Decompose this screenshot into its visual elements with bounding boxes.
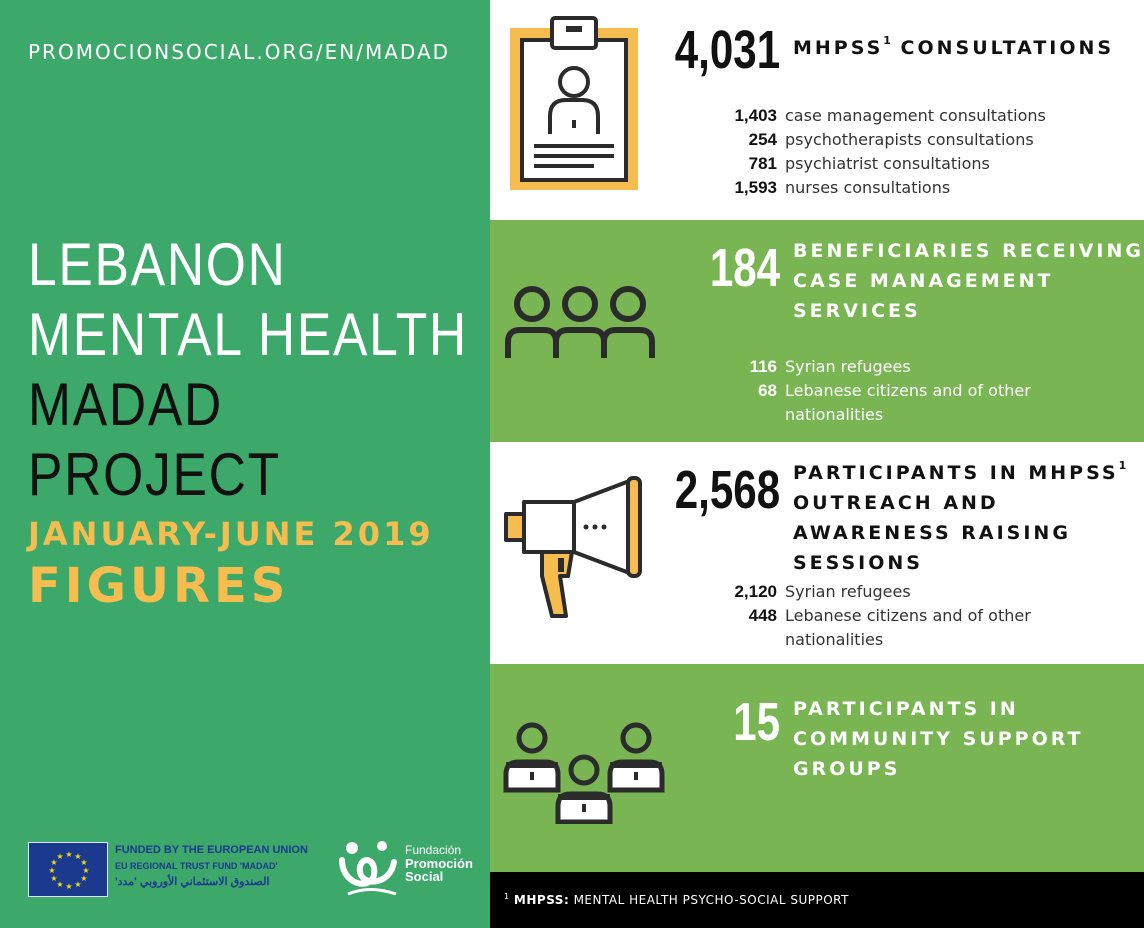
consultations-heading [793, 33, 1114, 63]
heading-consultations: CONSULTATIONS [900, 37, 1115, 59]
row-value: 254 [748, 130, 777, 149]
consultations-section [490, 0, 1144, 220]
svg-text:★: ★ [80, 874, 88, 883]
svg-text:★: ★ [48, 866, 56, 875]
footnote-mark: 1 [883, 34, 891, 47]
footnote-bar [490, 872, 1144, 928]
row-value: 1,593 [734, 178, 777, 197]
heading-line-1: BENEFICIARIES RECEIVING [793, 240, 1144, 262]
row-value: 68 [758, 381, 777, 400]
svg-text:★: ★ [74, 852, 82, 861]
row-label: Lebanese citizens and of other nationalities [785, 381, 1031, 424]
svg-text:★: ★ [50, 858, 58, 867]
row-label: case management consultations [785, 106, 1046, 125]
consultations-breakdown [690, 104, 1144, 200]
svg-text:★: ★ [56, 852, 64, 861]
community-icon [502, 720, 666, 829]
footnote-mark: 1 [1118, 459, 1127, 472]
heading-line-2: COMMUNITY SUPPORT [793, 728, 1084, 750]
eu-line-1: FUNDED BY THE EUROPEAN UNION [115, 844, 308, 856]
clipboard-icon [508, 16, 640, 197]
row-value: 781 [748, 154, 777, 173]
heading-mhpss: MHPSS [793, 37, 884, 59]
footnote-mark: 1 [504, 892, 510, 901]
heading-line-3: AWARENESS RAISING [793, 522, 1071, 544]
community-total: 15 [733, 692, 780, 752]
megaphone-icon [500, 476, 650, 631]
outreach-heading [793, 458, 1126, 578]
svg-text:★: ★ [74, 880, 82, 889]
svg-text:★: ★ [65, 850, 73, 859]
svg-text:★: ★ [82, 866, 90, 875]
row-label: Syrian refugees [785, 582, 911, 601]
heading-line-1: PARTICIPANTS IN [793, 698, 1019, 720]
website-url[interactable]: PROMOCIONSOCIAL.ORG/EN/MADAD [28, 40, 451, 64]
beneficiaries-heading [793, 236, 1144, 326]
list-item [690, 128, 1144, 152]
eu-funding-text [115, 842, 308, 890]
community-heading [793, 694, 1084, 784]
beneficiaries-section [490, 220, 1144, 442]
row-value: 1,403 [734, 106, 777, 125]
outreach-total: 2,568 [674, 460, 780, 520]
row-value: 116 [749, 357, 777, 376]
footnote-text [504, 892, 849, 907]
fps-line-1: Fundación [405, 843, 462, 857]
list-item [690, 176, 1144, 200]
left-panel [0, 0, 490, 928]
group-icon [502, 284, 658, 369]
list-item [690, 379, 1144, 427]
svg-text:★: ★ [50, 874, 58, 883]
row-label: psychotherapists consultations [785, 130, 1034, 149]
svg-text:★: ★ [80, 858, 88, 867]
outreach-section [490, 442, 1144, 664]
fps-line-3: Social [405, 869, 444, 884]
list-item [690, 104, 1144, 128]
fundacion-text [405, 844, 473, 883]
row-label: nurses consultations [785, 178, 951, 197]
fps-line-2: Promoción [405, 856, 473, 871]
heading-line-2: OUTREACH AND [793, 492, 999, 514]
figures-label: FIGURES [28, 558, 290, 614]
heading-line-3: SERVICES [793, 300, 921, 322]
heading-line-1: PARTICIPANTS IN MHPSS [793, 462, 1119, 484]
community-section [490, 664, 1144, 872]
heading-line-4: SESSIONS [793, 552, 923, 574]
row-label: Lebanese citizens and of other nationalities [785, 606, 1031, 649]
footnote-term: MHPSS: [513, 893, 570, 907]
title-line-2: MENTAL HEALTH [28, 301, 468, 368]
svg-text:★: ★ [56, 880, 64, 889]
fundacion-logo-icon [338, 838, 406, 898]
title-line-4: PROJECT [28, 441, 281, 508]
period-label: JANUARY-JUNE 2019 [28, 515, 434, 553]
consultations-total: 4,031 [674, 20, 780, 80]
title-line-3: MADAD [28, 371, 223, 438]
list-item [690, 580, 1144, 604]
list-item [690, 152, 1144, 176]
row-value: 448 [748, 606, 777, 625]
outreach-breakdown [690, 580, 1144, 652]
row-value: 2,120 [734, 582, 777, 601]
beneficiaries-total: 184 [709, 238, 780, 298]
list-item [690, 604, 1144, 652]
list-item [690, 355, 1144, 379]
heading-line-2: CASE MANAGEMENT [793, 270, 1054, 292]
title-line-1: LEBANON [28, 231, 287, 298]
footnote-definition: MENTAL HEALTH PSYCHO-SOCIAL SUPPORT [573, 893, 849, 907]
row-label: Syrian refugees [785, 357, 911, 376]
beneficiaries-breakdown [690, 355, 1144, 427]
eu-flag-icon [28, 842, 108, 897]
svg-text:★: ★ [65, 882, 73, 891]
eu-line-2: EU REGIONAL TRUST FUND 'MADAD' [115, 861, 278, 871]
row-label: psychiatrist consultations [785, 154, 990, 173]
eu-line-3: الصندوق الاستئماني الأوروبي 'مدد' [115, 876, 270, 888]
heading-line-3: GROUPS [793, 758, 901, 780]
